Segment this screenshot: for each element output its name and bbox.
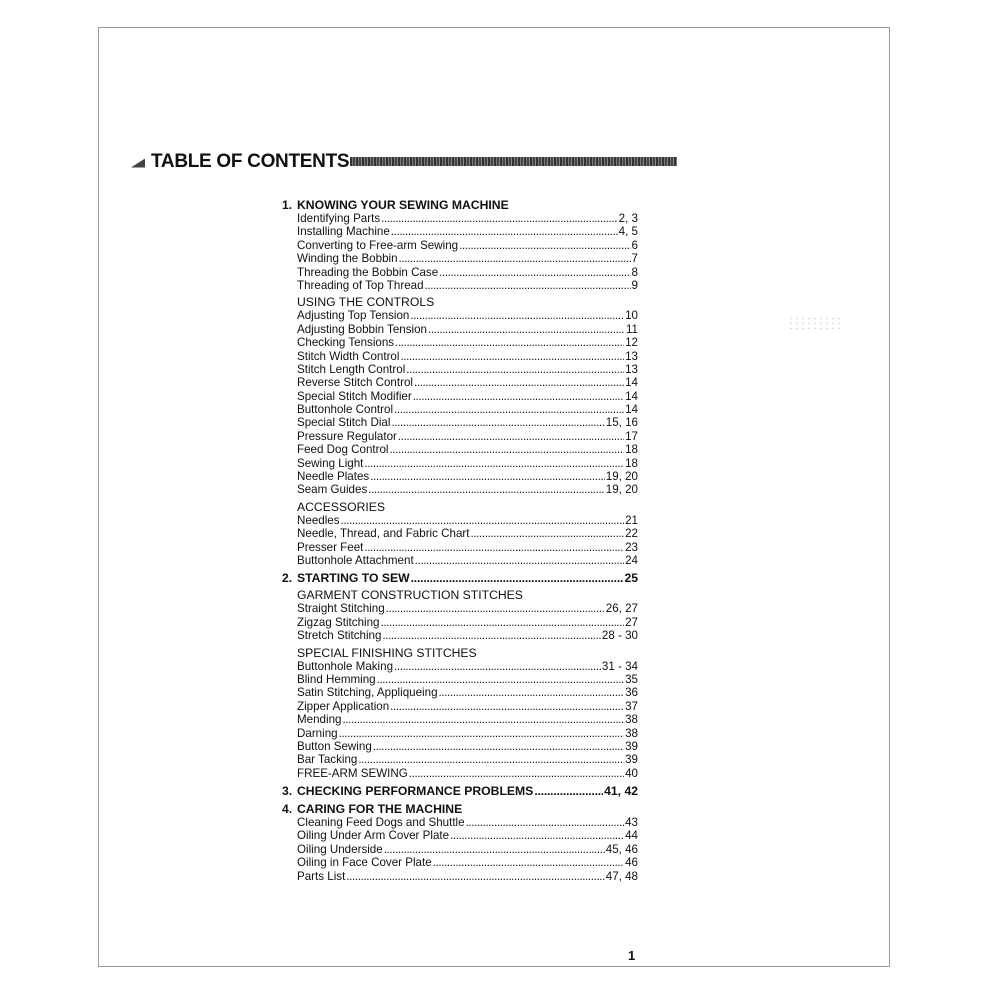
leader-dots: [395, 336, 624, 349]
toc-entry: [282, 602, 638, 615]
entry-page: 2, 3: [618, 212, 638, 225]
section-heading: [282, 802, 638, 816]
leader-dots: [439, 266, 630, 279]
entry-page: 28 - 30: [601, 629, 638, 643]
entry-label: Feed Dog Control: [297, 443, 389, 457]
entry-page: 10: [625, 309, 638, 323]
entry-label: Zigzag Stitching: [297, 615, 380, 629]
entry-page: 14: [625, 403, 638, 417]
leader-dots: [410, 309, 624, 322]
section-heading: [282, 571, 638, 585]
toc-entry: [282, 239, 638, 252]
leader-dots: [391, 225, 618, 238]
toc-entry: [282, 350, 638, 363]
entry-label: Sewing Light: [297, 456, 364, 470]
entry-label: Threading the Bobbin Case: [297, 265, 439, 279]
entry-page: 22: [625, 527, 638, 541]
leader-dots: [341, 514, 625, 527]
entry-page: 13: [625, 362, 638, 376]
entry-page: 38: [625, 713, 638, 727]
toc-entry: [282, 767, 638, 780]
heading-bullet-icon: [131, 159, 145, 168]
entry-label: Needles: [297, 513, 340, 527]
entry-page: 46: [625, 856, 638, 870]
leader-dots: [390, 700, 624, 713]
leader-dots: [459, 239, 630, 252]
entry-label: Stretch Stitching: [297, 629, 382, 643]
leader-dots: [382, 629, 600, 642]
toc-entry: [282, 514, 638, 527]
entry-label: Buttonhole Making: [297, 659, 394, 673]
leader-dots: [428, 323, 625, 336]
heading-rule: [350, 157, 677, 166]
entry-label: Checking Tensions: [297, 336, 395, 350]
toc-entry: [282, 616, 638, 629]
leader-dots: [391, 416, 604, 429]
entry-page: 19, 20: [605, 470, 638, 484]
entry-page: 36: [625, 686, 638, 700]
leader-dots: [339, 727, 624, 740]
toc-entry: [282, 527, 638, 540]
entry-page: 39: [625, 739, 638, 753]
entry-label: Winding the Bobbin: [297, 252, 398, 266]
toc-entry: [282, 700, 638, 713]
entry-page: 26, 27: [605, 602, 638, 616]
leader-dots: [381, 212, 618, 225]
leader-dots: [364, 457, 624, 470]
toc-entry: [282, 336, 638, 349]
leader-dots: [394, 660, 601, 673]
entry-page: 14: [625, 376, 638, 390]
entry-label: Straight Stitching: [297, 602, 385, 616]
toc-entry: [282, 403, 638, 416]
toc-heading: [131, 150, 349, 174]
toc-entry: [282, 430, 638, 443]
toc-entry: [282, 309, 638, 322]
toc-entry: [282, 554, 638, 567]
entry-label: Reverse Stitch Control: [297, 376, 413, 390]
toc-entry: [282, 376, 638, 389]
entry-page: 18: [625, 456, 638, 470]
toc-entry: [282, 457, 638, 470]
toc-entry: [282, 673, 638, 686]
entry-label: Buttonhole Attachment: [297, 553, 414, 567]
toc-entry: [282, 727, 638, 740]
toc-entry: [282, 416, 638, 429]
leader-dots: [450, 829, 624, 842]
entry-page: 14: [625, 389, 638, 403]
section-page: 25: [624, 571, 638, 586]
toc-entry: [282, 870, 638, 883]
toc-entry: [282, 629, 638, 642]
entry-label: Installing Machine: [297, 225, 390, 239]
table-of-contents: [282, 198, 638, 883]
entry-page: 9: [631, 278, 638, 292]
entry-page: 31 - 34: [601, 659, 638, 673]
entry-label: Special Stitch Modifier: [297, 389, 412, 403]
page-title: TABLE OF CONTENTS: [151, 151, 350, 172]
leader-dots: [398, 430, 624, 443]
leader-dots: [368, 483, 605, 496]
entry-page: 7: [631, 252, 638, 266]
entry-page: 39: [625, 753, 638, 767]
leader-dots: [411, 571, 624, 585]
entry-page: 13: [625, 349, 638, 363]
entry-page: 21: [625, 513, 638, 527]
entry-label: Blind Hemming: [297, 672, 376, 686]
toc-entry: [282, 212, 638, 225]
entry-label: Adjusting Bobbin Tension: [297, 322, 427, 336]
entry-page: 23: [625, 540, 638, 554]
leader-dots: [471, 527, 625, 540]
entry-page: 45, 46: [605, 842, 638, 856]
section-page: 41, 42: [604, 784, 638, 799]
leader-dots: [381, 616, 625, 629]
entry-label: Special Stitch Dial: [297, 416, 391, 430]
entry-label: Identifying Parts: [297, 212, 381, 225]
toc-entry: [282, 483, 638, 496]
subsection-title: SPECIAL FINISHING STITCHES: [297, 645, 477, 660]
toc-entry: [282, 443, 638, 456]
toc-entry: [282, 390, 638, 403]
entry-page: 15, 16: [605, 416, 638, 430]
leader-dots: [409, 767, 624, 780]
entry-page: 4, 5: [618, 225, 638, 239]
entry-label: Stitch Width Control: [297, 349, 400, 363]
leader-dots: [534, 784, 603, 798]
entry-page: 8: [631, 265, 638, 279]
leader-dots: [400, 350, 624, 363]
leader-dots: [414, 376, 624, 389]
section-title: STARTING TO SEW: [297, 571, 410, 586]
entry-label: Zipper Application: [297, 699, 390, 713]
leader-dots: [425, 279, 631, 292]
entry-label: Adjusting Top Tension: [297, 309, 410, 323]
entry-label: Cleaning Feed Dogs and Shuttle: [297, 816, 465, 830]
toc-entry: [282, 225, 638, 238]
section-heading: [282, 784, 638, 798]
subsection-title: USING THE CONTROLS: [297, 295, 435, 310]
entry-label: Parts List: [297, 869, 346, 883]
leader-dots: [377, 673, 624, 686]
toc-entry: [282, 323, 638, 336]
subsection-title: ACCESSORIES: [297, 499, 386, 514]
leader-dots: [413, 390, 624, 403]
entry-page: 37: [625, 699, 638, 713]
entry-page: 44: [625, 829, 638, 843]
leader-dots: [399, 252, 631, 265]
toc-entry: [282, 686, 638, 699]
entry-page: 38: [625, 726, 638, 740]
leader-dots: [433, 856, 624, 869]
section-title: CARING FOR THE MACHINE: [297, 802, 463, 817]
toc-entry: [282, 252, 638, 265]
leader-dots: [373, 740, 624, 753]
toc-entry: [282, 279, 638, 292]
toc-entry: [282, 829, 638, 842]
entry-label: Oiling in Face Cover Plate: [297, 856, 432, 870]
toc-entry: [282, 470, 638, 483]
entry-label: Pressure Regulator: [297, 429, 397, 443]
leader-dots: [384, 843, 605, 856]
toc-entry: [282, 266, 638, 279]
section-title: CHECKING PERFORMANCE PROBLEMS: [297, 784, 534, 799]
leader-dots: [406, 363, 624, 376]
entry-label: Oiling Under Arm Cover Plate: [297, 829, 450, 843]
entry-page: 43: [625, 816, 638, 830]
entry-page: 19, 20: [605, 483, 638, 497]
section-number: 3.: [282, 784, 293, 799]
section-title: KNOWING YOUR SEWING MACHINE: [297, 198, 509, 212]
entry-label: Needle Plates: [297, 470, 370, 484]
leader-dots: [358, 753, 624, 766]
entry-page: 6: [631, 238, 638, 252]
entry-page: 18: [625, 443, 638, 457]
entry-label: Converting to Free-arm Sewing: [297, 238, 459, 252]
entry-page: 24: [625, 553, 638, 567]
toc-entry: [282, 843, 638, 856]
entry-label: Satin Stitching, Appliqueing: [297, 686, 438, 700]
leader-dots: [466, 816, 625, 829]
scan-artifact: [788, 316, 840, 330]
leader-dots: [394, 403, 624, 416]
toc-entry: [282, 753, 638, 766]
entry-label: Mending: [297, 713, 342, 727]
entry-label: Presser Feet: [297, 540, 364, 554]
leader-dots: [415, 554, 624, 567]
entry-page: 27: [625, 615, 638, 629]
entry-label: Stitch Length Control: [297, 362, 406, 376]
entry-page: 11: [625, 322, 638, 336]
entry-page: 17: [625, 429, 638, 443]
entry-label: Needle, Thread, and Fabric Chart: [297, 527, 470, 541]
leader-dots: [364, 541, 624, 554]
entry-label: Threading of Top Thread: [297, 278, 424, 292]
section-number: 1.: [282, 198, 293, 212]
leader-dots: [342, 713, 624, 726]
entry-label: Darning: [297, 726, 338, 740]
leader-dots: [439, 686, 625, 699]
entry-label: Oiling Underside: [297, 842, 383, 856]
toc-entry: [282, 740, 638, 753]
entry-label: Buttonhole Control: [297, 403, 394, 417]
page-number: 1: [628, 948, 636, 963]
section-number: 4.: [282, 802, 293, 817]
leader-dots: [390, 443, 625, 456]
section-heading: [282, 198, 638, 212]
entry-page: 12: [625, 336, 638, 350]
entry-page: 35: [625, 672, 638, 686]
entry-label: Seam Guides: [297, 483, 368, 497]
leader-dots: [370, 470, 605, 483]
toc-entry: [282, 816, 638, 829]
entry-page: 47, 48: [605, 869, 638, 883]
subsection-title: GARMENT CONSTRUCTION STITCHES: [297, 588, 523, 603]
entry-label: FREE-ARM SEWING: [297, 766, 408, 780]
entry-label: Button Sewing: [297, 739, 372, 753]
section-number: 2.: [282, 571, 293, 586]
leader-dots: [346, 870, 604, 883]
toc-entry: [282, 660, 638, 673]
entry-label: Bar Tacking: [297, 753, 358, 767]
toc-entry: [282, 541, 638, 554]
toc-entry: [282, 363, 638, 376]
toc-entry: [282, 713, 638, 726]
entry-page: 40: [625, 766, 638, 780]
toc-entry: [282, 856, 638, 869]
leader-dots: [386, 602, 605, 615]
